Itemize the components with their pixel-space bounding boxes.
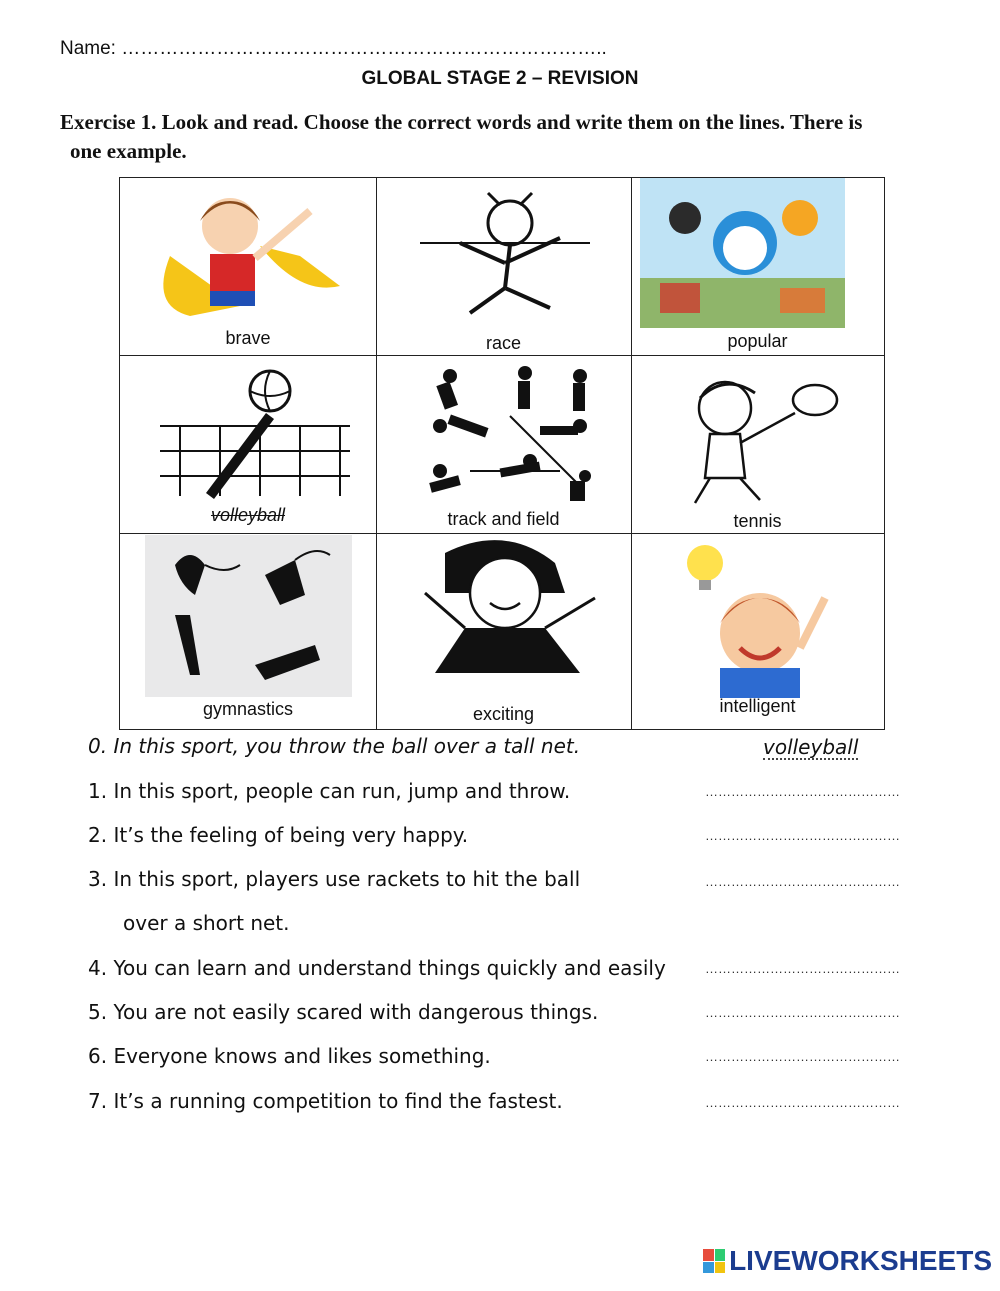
answer-field-5[interactable]: ………………………………………	[705, 1005, 900, 1020]
page-title: GLOBAL STAGE 2 – REVISION	[361, 68, 639, 89]
question-text: You can learn and understand things quickly and easily	[113, 956, 666, 980]
picture-grid	[119, 177, 885, 730]
word-brave: brave	[225, 328, 271, 348]
answer-field-4[interactable]: ………………………………………	[705, 961, 900, 976]
athletics-silhouettes-icon	[410, 361, 600, 506]
word-tennis: tennis	[733, 511, 782, 531]
question-text: It’s the feeling of being very happy.	[113, 823, 469, 847]
question-0	[88, 734, 580, 758]
question-2	[88, 823, 468, 847]
instructions-line-1: Exercise 1. Look and read. Choose the correct words and write them on the lines. There is	[60, 110, 863, 134]
question-text: Everyone knows and likes something.	[113, 1044, 491, 1068]
cartoon-characters-icon	[640, 178, 845, 328]
logo-text: LIVEWORKSHEETS	[729, 1245, 992, 1276]
question-number: 5.	[88, 1000, 108, 1024]
answer-field-3[interactable]: ………………………………………	[705, 874, 900, 889]
runner-finish-icon	[410, 183, 600, 333]
question-5	[88, 1000, 598, 1024]
question-text: In this sport, people can run, jump and throw.	[113, 779, 571, 803]
question-number: 2.	[88, 823, 108, 847]
question-text: In this sport, players use rackets to hit the ball	[113, 867, 581, 891]
word-intelligent: intelligent	[719, 696, 796, 716]
word-race: race	[485, 333, 521, 353]
happy-girl-icon	[405, 533, 605, 698]
answer-field-6[interactable]: ………………………………………	[705, 1049, 900, 1064]
word-popular: popular	[727, 331, 788, 351]
question-1	[88, 779, 570, 803]
tennis-boy-icon	[665, 368, 855, 508]
question-number: 3.	[88, 867, 108, 891]
logo-mark-icon	[703, 1249, 725, 1273]
superhero-girl-icon	[150, 186, 355, 326]
question-text: You are not easily scared with dangerous things.	[113, 1000, 599, 1024]
instructions-line-2: one example.	[70, 139, 187, 163]
gymnastics-silhouettes-icon	[145, 535, 352, 697]
question-3-continued: over a short net.	[123, 911, 290, 935]
word-gymnastics: gymnastics	[202, 699, 294, 719]
answer-field-7[interactable]: ………………………………………	[705, 1095, 900, 1110]
question-7	[88, 1089, 563, 1113]
question-number: 0.	[88, 734, 108, 758]
question-number: 7.	[88, 1089, 108, 1113]
question-text: In this sport, you throw the ball over a tall net.	[113, 734, 581, 758]
question-6	[88, 1044, 491, 1068]
name-line: Name: …………………………………………………………………..	[60, 38, 607, 59]
lightbulb-boy-icon	[665, 538, 855, 698]
answer-field-2[interactable]: ………………………………………	[705, 828, 900, 843]
question-number: 4.	[88, 956, 108, 980]
word-track-and-field: track and field	[447, 509, 560, 529]
volleyball-net-icon	[150, 366, 355, 501]
example-answer: volleyball	[763, 735, 859, 759]
question-4	[88, 956, 666, 980]
question-3	[88, 867, 580, 891]
question-text: It’s a running competition to find the fastest.	[113, 1089, 563, 1113]
word-volleyball: volleyball	[210, 505, 286, 525]
answer-field-1[interactable]: ………………………………………	[705, 784, 900, 799]
question-number: 6.	[88, 1044, 108, 1068]
word-exciting: exciting	[472, 704, 535, 724]
question-number: 1.	[88, 779, 108, 803]
exercise-instructions	[60, 108, 950, 166]
liveworksheets-logo[interactable]	[703, 1245, 992, 1277]
